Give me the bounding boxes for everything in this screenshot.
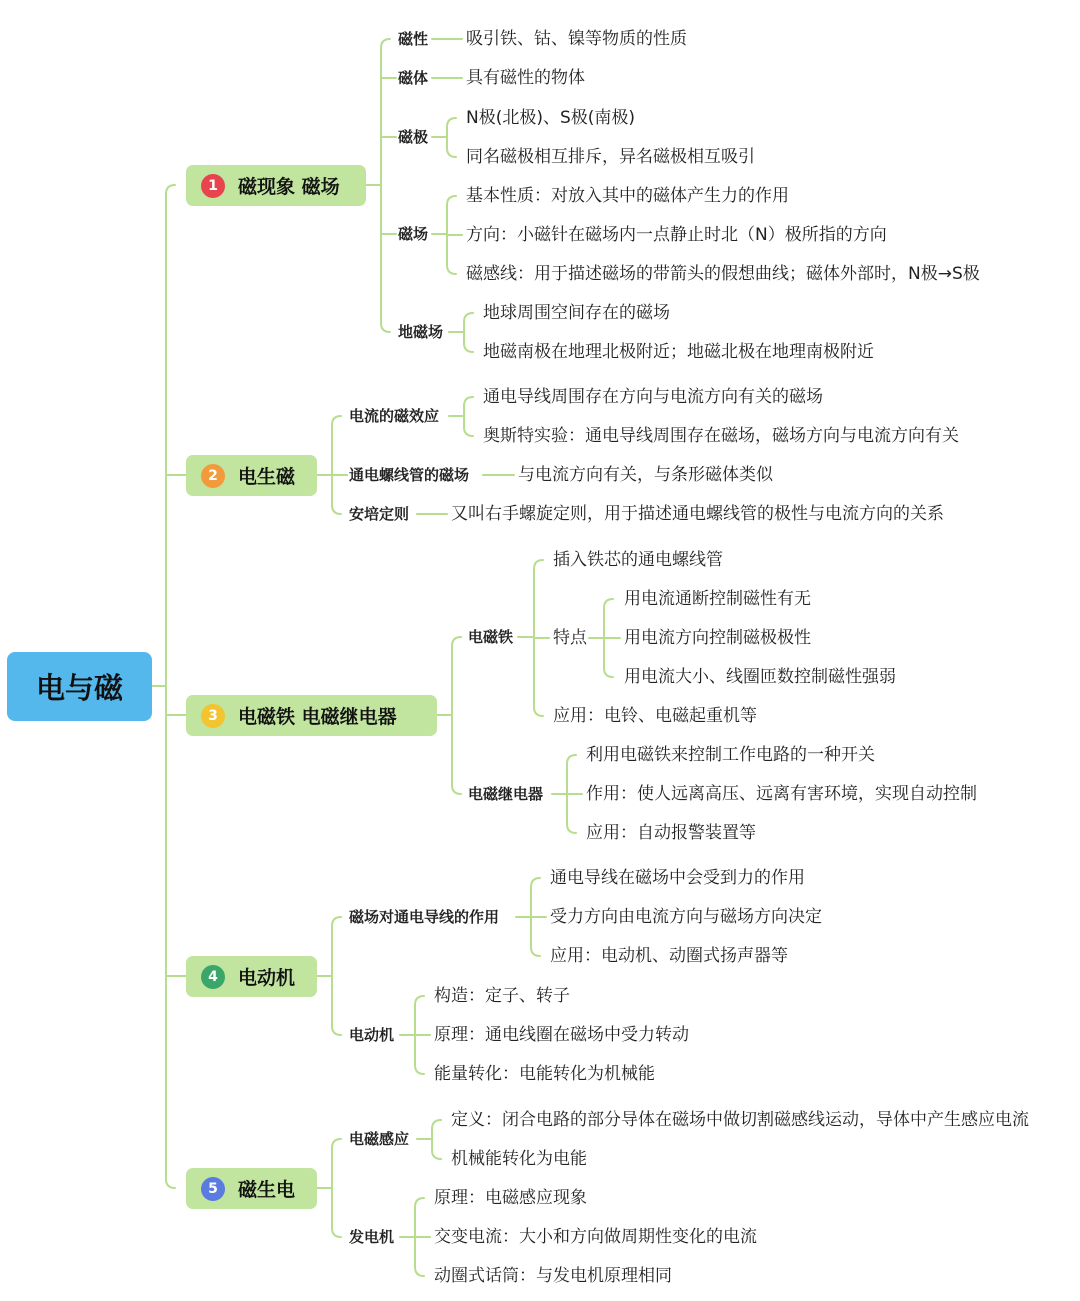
topic-1-node [186, 165, 366, 206]
t2-ampere-label: 安培定则 [349, 505, 410, 523]
t1-dicichang-label: 地磁场 [398, 323, 444, 341]
t1-dicichang-item: 地球周围空间存在的磁场 [483, 303, 670, 323]
t2-ampere-desc: 又叫右手螺旋定则，用于描述通电螺线管的极性与电流方向的关系 [451, 504, 944, 524]
t4-motor-item: 原理：通电线圈在磁场中受力转动 [434, 1025, 689, 1045]
topic-4-badge: 4 [201, 965, 225, 989]
topic-5-badge: 5 [201, 1177, 225, 1201]
t3-magnet-item: 应用：电铃、电磁起重机等 [553, 706, 757, 726]
t5-generator-item: 原理：电磁感应现象 [434, 1188, 587, 1208]
t3-feature-item: 用电流大小、线圈匝数控制磁性强弱 [624, 667, 896, 687]
t1-ciji-label: 磁极 [398, 128, 429, 146]
t4-force-label: 磁场对通电导线的作用 [349, 908, 500, 926]
connector-bracket [332, 416, 341, 514]
connector-bracket [332, 917, 341, 1035]
t5-generator-item: 动圈式话筒：与发电机原理相同 [434, 1266, 672, 1286]
t1-cixing-label: 磁性 [398, 30, 429, 48]
t5-induction-item: 机械能转化为电能 [451, 1149, 587, 1169]
t3-relay-item: 利用电磁铁来控制工作电路的一种开关 [586, 745, 875, 765]
topic-4-node [186, 956, 317, 997]
topic-2-label: 电生磁 [238, 466, 296, 488]
connector-bracket [432, 1120, 441, 1159]
t2-solenoid-label: 通电螺线管的磁场 [349, 466, 470, 484]
t1-cichang-item: 磁感线：用于描述磁场的带箭头的假想曲线；磁体外部时，N极→S极 [466, 264, 980, 284]
root-node: 电与磁 [7, 652, 152, 721]
connector-bracket [447, 118, 456, 157]
connector-bracket [464, 397, 473, 436]
t4-force-item: 受力方向由电流方向与磁场方向决定 [550, 907, 822, 927]
t5-induction-item: 定义：闭合电路的部分导体在磁场中做切割磁感线运动，导体中产生感应电流 [451, 1110, 1029, 1130]
t1-ciji-item: 同名磁极相互排斥，异名磁极相互吸引 [466, 147, 755, 167]
connector-bracket [452, 637, 461, 794]
topic-3-badge: 3 [201, 704, 225, 728]
t1-ciji-item: N极(北极)、S极(南极) [466, 108, 636, 128]
t2-effect-label: 电流的磁效应 [349, 407, 440, 425]
topic-4-label: 电动机 [238, 967, 296, 989]
t4-force-item: 通电导线在磁场中会受到力的作用 [550, 868, 805, 888]
topic-5-node [186, 1168, 317, 1209]
t1-dicichang-item: 地磁南极在地理北极附近；地磁北极在地理南极附近 [483, 342, 874, 362]
topic-2-node [186, 455, 317, 496]
t2-effect-item: 奥斯特实验：通电导线周围存在磁场，磁场方向与电流方向有关 [483, 426, 959, 446]
topic-5-label: 磁生电 [238, 1179, 296, 1201]
t3-magnet-label: 电磁铁 [468, 628, 514, 646]
t3-magnet-item: 插入铁芯的通电螺线管 [553, 550, 723, 570]
t2-solenoid-desc: 与电流方向有关，与条形磁体类似 [518, 465, 773, 485]
topic-1-label: 磁现象 磁场 [238, 176, 340, 198]
t4-motor-label: 电动机 [349, 1026, 395, 1044]
t4-force-item: 应用：电动机、动圈式扬声器等 [550, 946, 788, 966]
connector-bracket [166, 185, 175, 1188]
t1-citi-desc: 具有磁性的物体 [466, 68, 585, 88]
t3-relay-item: 应用：自动报警装置等 [586, 823, 756, 843]
t2-effect-item: 通电导线周围存在方向与电流方向有关的磁场 [483, 387, 823, 407]
t5-generator-label: 发电机 [349, 1228, 395, 1246]
t1-cichang-label: 磁场 [398, 225, 429, 243]
t3-feature-item: 用电流通断控制磁性有无 [624, 589, 811, 609]
t3-relay-label: 电磁继电器 [468, 785, 544, 803]
connector-bracket [464, 313, 473, 352]
t1-cichang-item: 方向：小磁针在磁场内一点静止时北（N）极所指的方向 [466, 225, 887, 245]
t1-cichang-item: 基本性质：对放入其中的磁体产生力的作用 [466, 186, 789, 206]
topic-3-node [186, 695, 437, 736]
topic-3-label: 电磁铁 电磁继电器 [238, 706, 397, 728]
t5-generator-item: 交变电流：大小和方向做周期性变化的电流 [434, 1227, 757, 1247]
t3-relay-item: 作用：使人远离高压、远离有害环境，实现自动控制 [586, 784, 977, 804]
t5-induction-label: 电磁感应 [349, 1130, 410, 1148]
topic-1-badge: 1 [201, 174, 225, 198]
connector-bracket [381, 39, 390, 332]
connector-bracket [332, 1139, 341, 1237]
t4-motor-item: 能量转化：电能转化为机械能 [434, 1064, 655, 1084]
t3-feature-item: 用电流方向控制磁极极性 [624, 628, 811, 648]
t1-cixing-desc: 吸引铁、钴、镍等物质的性质 [466, 29, 687, 49]
t4-motor-item: 构造：定子、转子 [434, 986, 570, 1006]
t3-feature-label: 特点 [553, 628, 587, 648]
t1-citi-label: 磁体 [398, 69, 429, 87]
topic-2-badge: 2 [201, 464, 225, 488]
